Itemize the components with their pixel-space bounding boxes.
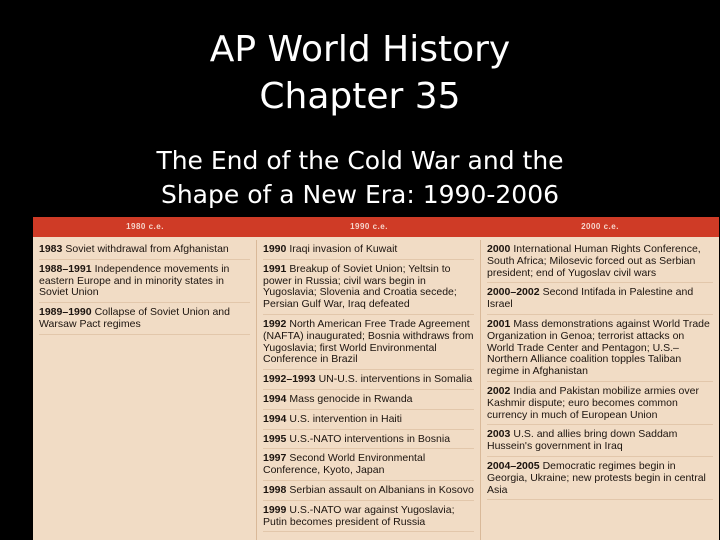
timeline-entry-text: Second World Environmental Conference, Kyoto, Japan <box>263 452 426 477</box>
timeline-entry-date: 1994 <box>263 392 287 405</box>
timeline-entry-text: Iraqi invasion of Kuwait <box>289 243 398 255</box>
timeline-entry-date: 1989–1990 <box>39 306 92 319</box>
timeline-entry-date: 1990 <box>263 243 287 255</box>
timeline-column-1990s <box>257 240 481 540</box>
timeline-entry-date: 1992 <box>263 317 287 330</box>
timeline-entry <box>39 244 250 260</box>
timeline-entry-text: Mass demonstrations against World Trade Organization in Genoa; terrorist attacks on World Trade Center and Pentagon; U.S.–Northern Alliance coalition topples Taliban regime in Afghanistan <box>487 317 710 378</box>
timeline-entry-text: International Human Rights Conference, South Africa; Milosevic forced out as Serbian president; end of Yugoslav civil wars <box>487 243 701 279</box>
timeline-entry-date: 1994 <box>263 412 287 425</box>
subtitle-line-1: The End of the Cold War and the <box>156 146 564 175</box>
timeline-entry-date: 2004–2005 <box>487 459 540 472</box>
timeline-header-2000: 2000 c.e. <box>581 222 619 231</box>
timeline-entry-date: 1988–1991 <box>39 262 92 275</box>
timeline-entry <box>263 485 474 501</box>
timeline-entry <box>263 319 474 370</box>
timeline-entry-date: 2000–2002 <box>487 286 540 299</box>
timeline-entry <box>39 307 250 335</box>
timeline-entry <box>487 429 713 457</box>
timeline-entry-date: 1991 <box>263 262 287 275</box>
timeline-entry-text: Soviet withdrawal from Afghanistan <box>65 243 229 255</box>
timeline-entry-text: Collapse of Soviet Union and Warsaw Pact regimes <box>39 306 230 330</box>
timeline-table <box>33 217 719 540</box>
timeline-entry-date: 1992–1993 <box>263 373 316 386</box>
timeline-entry <box>487 319 713 382</box>
timeline-entry-text: India and Pakistan mobilize armies over Kashmir dispute; euro becomes common currency in much of European Union <box>487 384 699 421</box>
timeline-entry-date: 2003 <box>487 428 511 441</box>
timeline-entry <box>263 453 474 481</box>
timeline-entry <box>487 287 713 315</box>
timeline-entry-text: Breakup of Soviet Union; Yeltsin to power in Russia; civil wars begin in Yugoslavia; Slovenia and Croatia secede; Persian Gulf War, Iraq defeated <box>263 262 457 311</box>
timeline-entry-text: UN-U.S. interventions in Somalia <box>318 373 473 386</box>
timeline-header-1990: 1990 c.e. <box>350 222 388 231</box>
timeline-column-1980s <box>33 240 257 540</box>
timeline-entry-date: 1983 <box>39 243 63 255</box>
timeline-entry-text: U.S. intervention in Haiti <box>289 412 402 425</box>
timeline-entry <box>263 505 474 533</box>
timeline-entry-text: Serbian assault on Albanians in Kosovo <box>289 483 474 496</box>
timeline-entry-date: 1995 <box>263 432 287 445</box>
timeline-column-2000s <box>481 240 719 540</box>
timeline-entry-date: 2002 <box>487 384 511 397</box>
timeline-entry <box>263 374 474 390</box>
timeline-entry <box>263 434 474 450</box>
timeline-entry-date: 1997 <box>263 452 287 465</box>
timeline-entry-text: Independence movements in eastern Europe and in minority states in Soviet Union <box>39 262 230 299</box>
timeline-entry-date: 2001 <box>487 317 511 330</box>
timeline-entry <box>487 386 713 425</box>
timeline-entry-date: 2000 <box>487 243 511 255</box>
timeline-entry <box>39 264 250 303</box>
timeline-entry <box>263 394 474 410</box>
timeline-header-1980: 1980 c.e. <box>126 222 164 231</box>
timeline-entry-text: U.S.-NATO war against Yugoslavia; Putin becomes president of Russia <box>263 503 455 528</box>
slide-subtitle <box>0 144 720 212</box>
timeline-entry <box>263 414 474 430</box>
timeline-entry-text: Democratic regimes begin in Georgia, Ukraine; new protests begin in central Asia <box>487 459 706 496</box>
timeline-entry <box>487 461 713 500</box>
timeline-entry-text: Mass genocide in Rwanda <box>289 392 413 405</box>
title-line-1: AP World History <box>209 29 511 70</box>
timeline-entry <box>263 244 474 260</box>
timeline-entry-text: Second Intifada in Palestine and Israel <box>487 286 694 311</box>
timeline-entry <box>263 264 474 315</box>
timeline-entry <box>487 244 713 283</box>
timeline-entry-date: 1998 <box>263 483 287 496</box>
slide-title <box>0 26 720 120</box>
timeline-entry-date: 1999 <box>263 503 287 516</box>
title-line-2: Chapter 35 <box>259 76 461 117</box>
timeline-entry-text: U.S. and allies bring down Saddam Hussein's government in Iraq <box>487 428 678 453</box>
timeline-entry-text: U.S.-NATO interventions in Bosnia <box>289 432 451 445</box>
subtitle-line-2: Shape of a New Era: 1990-2006 <box>160 180 560 209</box>
timeline-header-band <box>33 217 719 237</box>
timeline-entry-text: North American Free Trade Agreement (NAFTA) inaugurated; Bosnia withdraws from Yugoslavia; first World Environmental Conference in Brazil <box>263 317 474 366</box>
